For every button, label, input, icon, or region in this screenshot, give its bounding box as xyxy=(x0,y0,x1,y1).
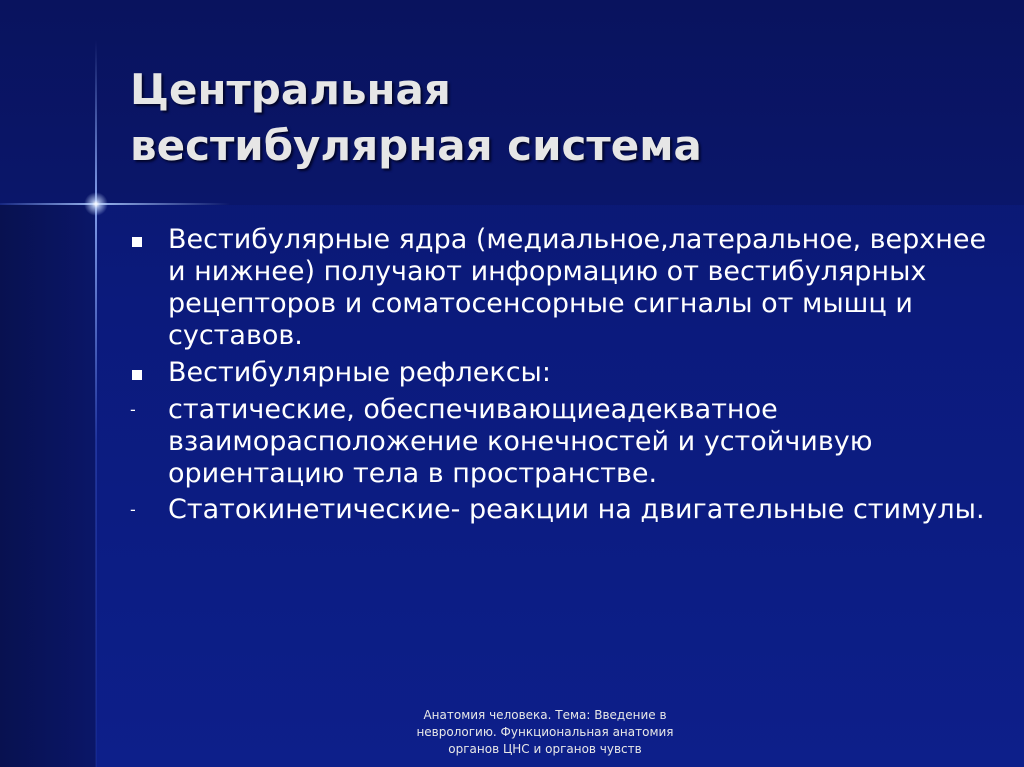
slide-footer xyxy=(380,707,710,758)
slide-title xyxy=(130,62,990,174)
decorative-horizontal-line xyxy=(0,203,230,205)
list-item xyxy=(130,357,990,389)
title-line-1: Центральная xyxy=(130,65,451,114)
title-line-2: вестибулярная система xyxy=(130,121,702,170)
bullet-list xyxy=(130,224,990,530)
list-item-text: Вестибулярные ядра (медиальное,латеральное, верхнее и нижнее) получают информацию от вестибулярных рецепторов и соматосенсорные сигналы от мышц и суставов. xyxy=(168,224,987,351)
list-item xyxy=(130,394,990,490)
list-item-text: Вестибулярные рефлексы: xyxy=(168,357,551,388)
left-band xyxy=(0,205,96,767)
square-bullet-icon xyxy=(132,237,142,247)
dash-marker: - xyxy=(130,400,136,419)
sparkle-icon xyxy=(84,192,108,216)
footer-line-1: Анатомия человека. Тема: Введение в xyxy=(423,708,667,722)
square-bullet-icon xyxy=(132,370,142,380)
list-item-text: Статокинетические- реакции на двигательные стимулы. xyxy=(168,494,985,525)
decorative-vertical-line xyxy=(95,40,97,767)
footer-line-2: неврологию. Функциональная анатомия xyxy=(416,725,674,739)
list-item-text: статические, обеспечивающиеадекватное взаиморасположение конечностей и устойчивую ориентацию тела в пространстве. xyxy=(168,394,873,489)
list-item xyxy=(130,224,990,352)
dash-marker: - xyxy=(130,500,136,519)
list-item xyxy=(130,494,990,526)
footer-line-3: органов ЦНС и органов чувств xyxy=(448,742,642,756)
